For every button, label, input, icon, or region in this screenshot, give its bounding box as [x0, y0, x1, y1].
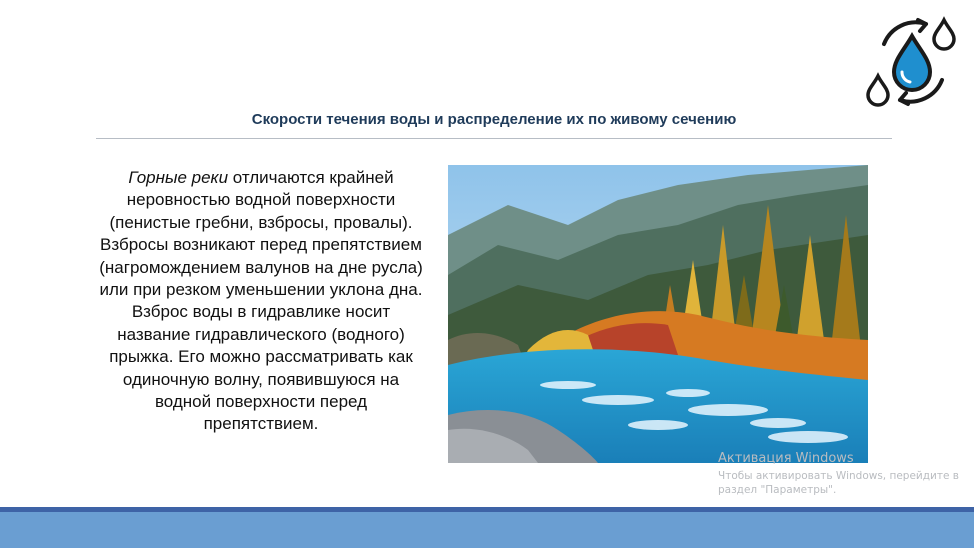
mountain-river-photo — [448, 165, 868, 463]
slide-title: Скорости течения воды и распределение их по живому сечению — [251, 111, 737, 128]
water-drops-cycle-icon — [864, 14, 960, 110]
windows-activation-title: Активация Windows — [718, 451, 854, 466]
title-divider — [96, 138, 892, 139]
footer-band — [0, 512, 974, 548]
body-paragraph — [96, 167, 426, 436]
windows-activation-line1: Чтобы активировать Windows, перейдите в — [718, 470, 959, 482]
windows-activation-line2: раздел "Параметры". — [718, 484, 837, 496]
body-text: отличаются крайней неровностью водной поверхности (пенистые гребни, взбросы, провалы). Взбросы возникают перед препятствием (нагромождением валунов на дне русла) или при резком уменьшении уклона дна. Взброс воды в гидравлике носит название гидравлического (водного) прыжка. Его можно рассматривать как одиночную волну, появившуюся на водной поверхности перед препятствием. — [99, 168, 423, 434]
body-italic-lead: Горные реки — [128, 168, 229, 187]
